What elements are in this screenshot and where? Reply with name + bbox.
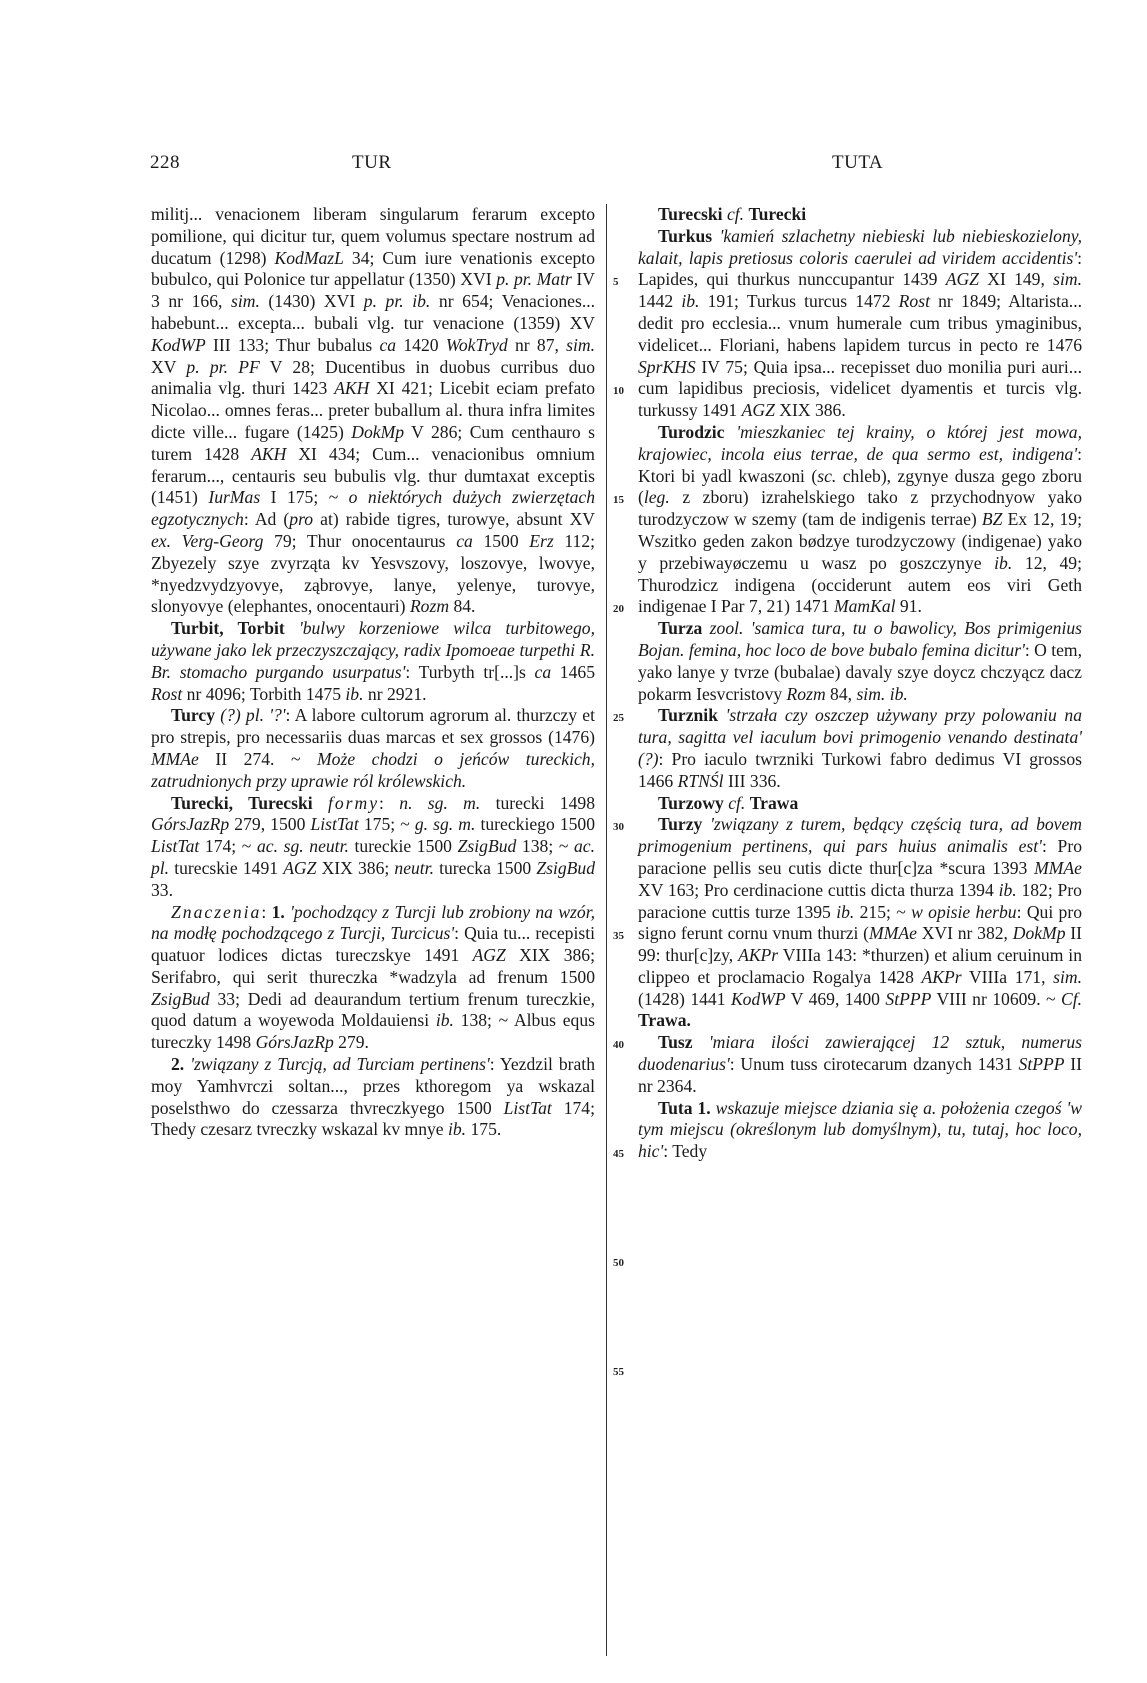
line-number: 5 <box>613 276 619 288</box>
line-number: 15 <box>613 494 624 506</box>
entry-turecki-meaning-1: Znaczenia: 1. 'pochodzący z Turcji lub zrobiony na wzór, na modłę pochodzącego z Turcji, Turcicus': Quia tu... recepisti quatuor lodices dictas tureczskye 1491 AGZ XIX 386; Serifabro, qui serit thureczka *wadzyla ad frenum 1500 ZsigBud 33; Dedi ad deaurandum tertium frenum tureczkie, quod datum a woyewoda Moldauiensi ib. 138; ~ Albus equs tureczky 1498 GórsJazRp 279. <box>151 901 595 1053</box>
line-number: 40 <box>613 1039 624 1051</box>
entry-tusz: Tusz 'miara ilości zawierającej 12 sztuk, numerus duodenarius': Unum tuss cirotecarum dzanych 1431 StPPP II nr 2364. <box>638 1032 1082 1096</box>
page-number: 228 <box>150 152 180 173</box>
line-number: 20 <box>613 603 624 615</box>
line-number: 55 <box>613 1366 624 1378</box>
entry-tur-continued: militj... venacionem liberam singularum ferarum excepto pomilione, qui dicitur tur, quem volumus spectare nostrum ad ducatum (1298) KodMazL 34; Cum iure venationis excepto bubulco, qui Polonice tur appellatur (1350) XVI p. pr. Matr IV 3 nr 166, sim. (1430) XVI p. pr. ib. nr 654; Venaciones... habebunt... excepta... bubali vlg. tur venacione (1359) XV KodWP III 133; Thur bubalus ca 1420 WokTryd nr 87, sim. XV p. pr. PF V 28; Ducentibus in duobus curribus duo animalia vlg. thuri 1423 AKH XI 421; Licebit eciam prefato Nicolao... omnes feras... preter buballum al. thura infra limites dicte ville... fugare (1425) DokMp V 286; Cum centhauro s turem 1428 AKH XI 434; Cum... venacionibus omnium ferarum..., centauris seu bubulis vlg. thur dumtaxat exceptis (1451) IurMas I 175; ~ o niektórych dużych zwierzętach egzotycznych: Ad (pro at) rabide tigres, turowye, absunt XV ex. Verg-Georg 79; Thur onocentaurus ca 1500 Erz 112; Zbyezely szye zvyrząta kv Yesvszovy, loszovye, lwovye, *nyedzvydzyovye, ząbrovye, lanye, yelenye, turovye, slonyovye (elephantes, onocentauri) Rozm 84. <box>151 204 596 617</box>
entry-turzowy: Turzowy cf. Trawa <box>658 792 799 813</box>
right-running-head: TUTA <box>832 152 884 173</box>
entry-turecki-meaning-2: 2. 'związany z Turcją, ad Turciam pertinens': Yezdzil brath moy Yamhvrczi soltan..., przes kthoregom ya wskazal poselsthwo do czessarza thvreczkyego 1500 ListTat 174; Thedy czesarz tvreczky wskazal kv mnye ib. 175. <box>151 1054 595 1140</box>
line-number: 10 <box>613 385 624 397</box>
entry-turecski: Turecski cf. Turecki <box>658 204 807 224</box>
line-number: 25 <box>613 712 624 724</box>
entry-turzy: Turzy 'związany z turem, będący częścią tura, ad bovem primogenium pertinens, qui pars huius animalis est': Pro paracione pellis seu cutis dicte thur[c]za *scura 1393 MMAe XV 163; Pro cerdinacione cuttis dicta thurza 1394 ib. 182; Pro paracione cuttis turze 1395 ib. 215; ~ w opisie herbu: Qui pro signo ferunt cornu vnum thurzi (MMAe XVI nr 382, DokMp II 99: thur[c]zy, AKPr VIIIa 143: *thurzen) et alium ceruinum in clippeo et proclamacio Rogalya 1428 AKPr VIIIa 171, sim. (1428) 1441 KodWP V 469, 1400 StPPP VIII nr 10609. ~ Cf. Trawa. <box>638 814 1083 1031</box>
entry-tuta: Tuta 1. wskazuje miejsce dziania się a. położenia czegoś 'w tym miejscu (określonym lub domyślnym), tu, tutaj, hoc loco, hic': Tedy <box>638 1097 1082 1162</box>
column-divider <box>606 204 607 1656</box>
left-column <box>151 204 595 1141</box>
entry-turcy: Turcy (?) pl. '?': A labore cultorum agrorum al. thurzczy et pro strepis, pro necessariis duas marcas et sex grossos (1476) MMAe II 274. ~ Może chodzi o jeńców tureckich, zatrudnionych przy uprawie ról królewskich. <box>151 705 595 791</box>
entry-turodzic: Turodzic 'mieszkaniec tej krainy, o której jest mowa, krajowiec, incola eius terrae, de qua sermo est, indigena': Ktori bi yadl kwaszoni (sc. chleb), zgynye dusza gego zboru (leg. z zboru) izrahelskiego tako z przychodnyow yako turodzyczow w szemy (tam de indigenis terrae) BZ Ex 12, 19; Wszitko geden zakon bødzye turodzyczowy (indigenae) yako y przebiwayøczemu u wasz po goszczynye ib. 12, 49; Thurodzicz indigena (occiderunt autem eos viri Geth indigenae I Par 7, 21) 1471 MamKal 91. <box>638 421 1082 617</box>
right-column <box>638 204 1082 1163</box>
line-number: 35 <box>613 930 624 942</box>
line-number: 30 <box>613 821 624 833</box>
line-number: 50 <box>613 1257 624 1269</box>
entry-turecki-forms: Turecki, Turecski formy: n. sg. m. turecki 1498 GórsJazRp 279, 1500 ListTat 175; ~ g. sg. m. tureckiego 1500 ListTat 174; ~ ac. sg. neutr. tureckie 1500 ZsigBud 138; ~ ac. pl. turecskie 1491 AGZ XIX 386; neutr. turecka 1500 ZsigBud 33. <box>151 792 596 900</box>
entry-turza: Turza zool. 'samica tura, tu o bawolicy, Bos primigenius Bojan. femina, hoc loco de bove bubalo femina dicitur': O tem, yako lanye y tvrze (bubalae) davaly szye doycz chczyącz dacz pokarm Iesvcristovy Rozm 84, sim. ib. <box>638 618 1083 704</box>
entry-turznik: Turznik 'strzała czy oszczep używany przy polowaniu na tura, sagitta vel iaculum bovi primogenio venando destinata' (?): Pro iaculo twrzniki Turkowi fabro dedimus VI grossos 1466 RTNŚl III 336. <box>638 705 1082 791</box>
entry-turkus: Turkus 'kamień szlachetny niebieski lub niebieskozielony, kalait, lapis pretiosus coloris caerulei ad viridem accidentis': Lapides, qui thurkus nunccupantur 1439 AGZ XI 149, sim. 1442 ib. 191; Turkus turcus 1472 Rost nr 1849; Altarista... dedit pro ecclesia... vnum humerale cum tribus ymaginibus, videlicet... Floriani, habens lapidem turcus in pecto re 1476 SprKHS IV 75; Quia ipsa... recepisset duo monilia puri auri... cum lapidibus preciosis, videlicet dyamentis et turcis vlg. turkussy 1491 AGZ XIX 386. <box>638 225 1082 421</box>
left-running-head: TUR <box>352 152 392 173</box>
line-number: 45 <box>613 1148 624 1160</box>
entry-turbit: Turbit, Torbit 'bulwy korzeniowe wilca turbitowego, używane jako lek przeczyszczający, radix Ipomoeae turpethi R. Br. stomacho purgando usurpatus': Turbyth tr[...]s ca 1465 Rost nr 4096; Torbith 1475 ib. nr 2921. <box>151 618 595 704</box>
